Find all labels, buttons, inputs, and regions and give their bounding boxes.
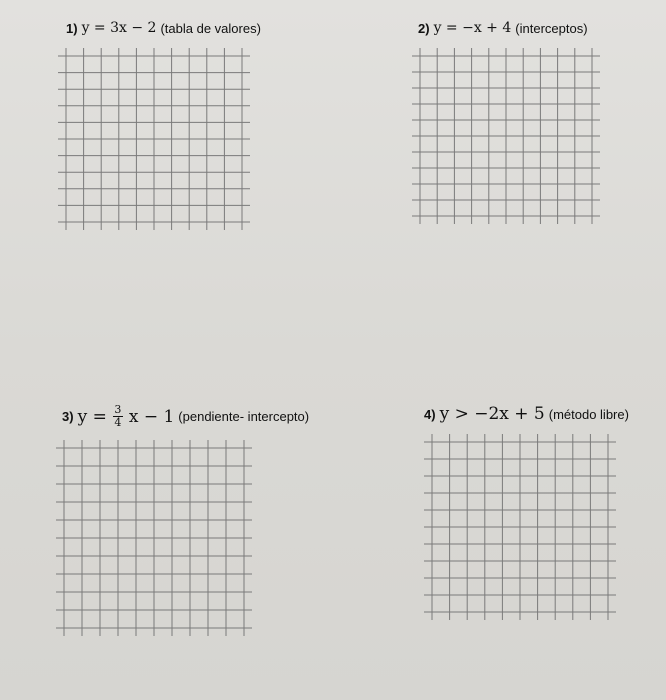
problem-2-method: (interceptos) xyxy=(515,20,588,36)
problem-3-fraction xyxy=(113,404,123,429)
problem-4-number: 4) xyxy=(424,406,436,422)
problem-1-label xyxy=(66,20,261,36)
problem-1-equation: y = 3x − 2 xyxy=(81,20,157,36)
graph-grid-2[interactable] xyxy=(412,48,600,224)
graph-grid-3[interactable] xyxy=(56,440,252,636)
problem-4-label xyxy=(424,404,629,424)
problem-3-equation-rhs: x − 1 xyxy=(128,406,175,427)
fraction-denominator: 4 xyxy=(114,416,122,429)
problem-3-number: 3) xyxy=(62,409,74,424)
problem-3-equation-lhs: y = xyxy=(77,406,107,427)
fraction-numerator: 3 xyxy=(114,403,122,416)
problem-3-label xyxy=(62,404,309,429)
problem-3-method: (pendiente- intercepto) xyxy=(178,409,310,424)
problem-4-method: (método libre) xyxy=(548,406,629,422)
problem-2-equation: y = −x + 4 xyxy=(433,20,512,36)
graph-grid-1[interactable] xyxy=(58,48,250,230)
problem-1-method: (tabla de valores) xyxy=(160,20,261,36)
problem-2-number: 2) xyxy=(418,20,430,36)
problem-1-number: 1) xyxy=(66,20,78,36)
graph-grid-4[interactable] xyxy=(424,434,616,620)
problem-2-label xyxy=(418,20,588,36)
problem-4-equation: y > −2x + 5 xyxy=(439,404,545,424)
